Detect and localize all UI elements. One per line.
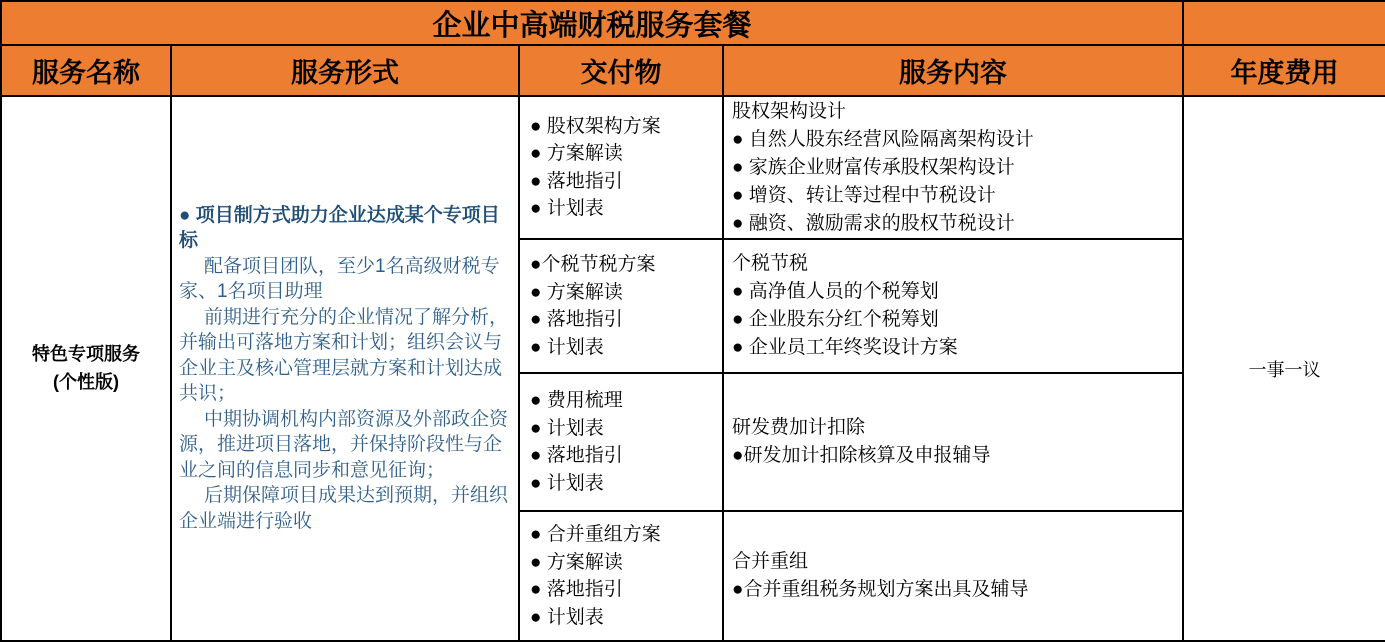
- service-name-cell: [2, 97, 170, 640]
- list-item: ● 落地指引: [530, 170, 623, 192]
- list-item: ●研发加计扣除核算及申报辅导: [732, 445, 991, 466]
- list-item: ● 方案解读: [530, 551, 623, 573]
- service-name-line2: (个性版): [53, 371, 119, 392]
- list-item: ● 合并重组方案: [530, 524, 661, 545]
- list-item: ● 股权架构方案: [530, 115, 661, 137]
- list-item: ● 自然人股东经营风险隔离架构设计: [732, 128, 1034, 150]
- service-form-cell: [172, 97, 518, 640]
- list-item: ● 计划表: [530, 606, 604, 628]
- list-item: ● 方案解读: [530, 143, 623, 164]
- list-item: ●个税节税方案: [530, 254, 656, 275]
- list-item: ● 计划表: [530, 472, 604, 494]
- list-item: ● 落地指引: [530, 579, 623, 600]
- content-items: [732, 442, 1178, 470]
- list-item: ● 企业员工年终奖设计方案: [732, 337, 958, 358]
- content-cell-row2: [724, 240, 1182, 372]
- list-item: ● 计划表: [530, 336, 604, 358]
- title-row-empty-cell: [1184, 2, 1385, 44]
- list-item: ●合并重组税务规划方案出具及辅导: [732, 579, 1029, 600]
- service-form-paragraph: 配备项目团队，至少1名高级财税专家、1名项目助理: [179, 255, 500, 303]
- content-items: [732, 278, 1178, 362]
- column-header-service-content: 服务内容: [724, 46, 1182, 95]
- list-item: ● 高净值人员的个税筹划: [732, 281, 939, 302]
- content-title: 股权架构设计: [732, 100, 847, 122]
- service-form-paragraph: 前期进行充分的企业情况了解分析，并输出可落地方案和计划；组织会议与企业主及核心管理层就方案和计划达成共识；: [179, 306, 509, 405]
- content-title: 个税节税: [732, 253, 809, 274]
- column-header-service-name: 服务名称: [2, 46, 170, 95]
- service-form-paragraph: 中期协调机构内部资源及外部政企资源，推进项目落地，并保持阶段性与企业之间的信息同步和意见征询；: [179, 408, 509, 481]
- column-header-annual-fee: 年度费用: [1184, 46, 1385, 95]
- list-item: ● 落地指引: [530, 445, 623, 466]
- service-form-headline: ● 项目制方式助力企业达成某个专项目标: [179, 204, 500, 252]
- annual-fee-cell: 一事一议: [1184, 97, 1385, 640]
- content-cell-row1: [724, 97, 1182, 238]
- content-cell-row4: [724, 512, 1182, 640]
- list-item: ● 增资、转让等过程中节税设计: [732, 184, 996, 206]
- list-item: ● 方案解读: [530, 281, 623, 303]
- deliverables-cell-row3: [520, 374, 722, 510]
- deliverables-cell-row4: [520, 512, 722, 640]
- content-title: 合并重组: [732, 551, 809, 572]
- service-name-line1: 特色专项服务: [32, 343, 140, 364]
- table-title: 企业中高端财税服务套餐: [2, 2, 1182, 44]
- list-item: ● 计划表: [530, 417, 604, 439]
- content-items: [732, 576, 1178, 604]
- deliverables-cell-row2: [520, 240, 722, 372]
- content-title: 研发费加计扣除: [732, 417, 866, 438]
- list-item: ● 落地指引: [530, 309, 623, 330]
- content-cell-row3: [724, 374, 1182, 510]
- column-header-service-form: 服务形式: [172, 46, 518, 95]
- service-form-paragraph: 后期保障项目成果达到预期，并组织企业端进行验收: [179, 485, 509, 532]
- list-item: ● 计划表: [530, 198, 604, 219]
- list-item: ● 企业股东分红个税筹划: [732, 309, 939, 330]
- list-item: ● 融资、激励需求的股权节税设计: [732, 212, 1015, 234]
- content-items: [732, 126, 1178, 238]
- column-header-deliverables: 交付物: [520, 46, 722, 95]
- deliverables-cell-row1: [520, 97, 722, 238]
- list-item: ● 费用梳理: [530, 390, 623, 411]
- list-item: ● 家族企业财富传承股权架构设计: [732, 156, 1015, 178]
